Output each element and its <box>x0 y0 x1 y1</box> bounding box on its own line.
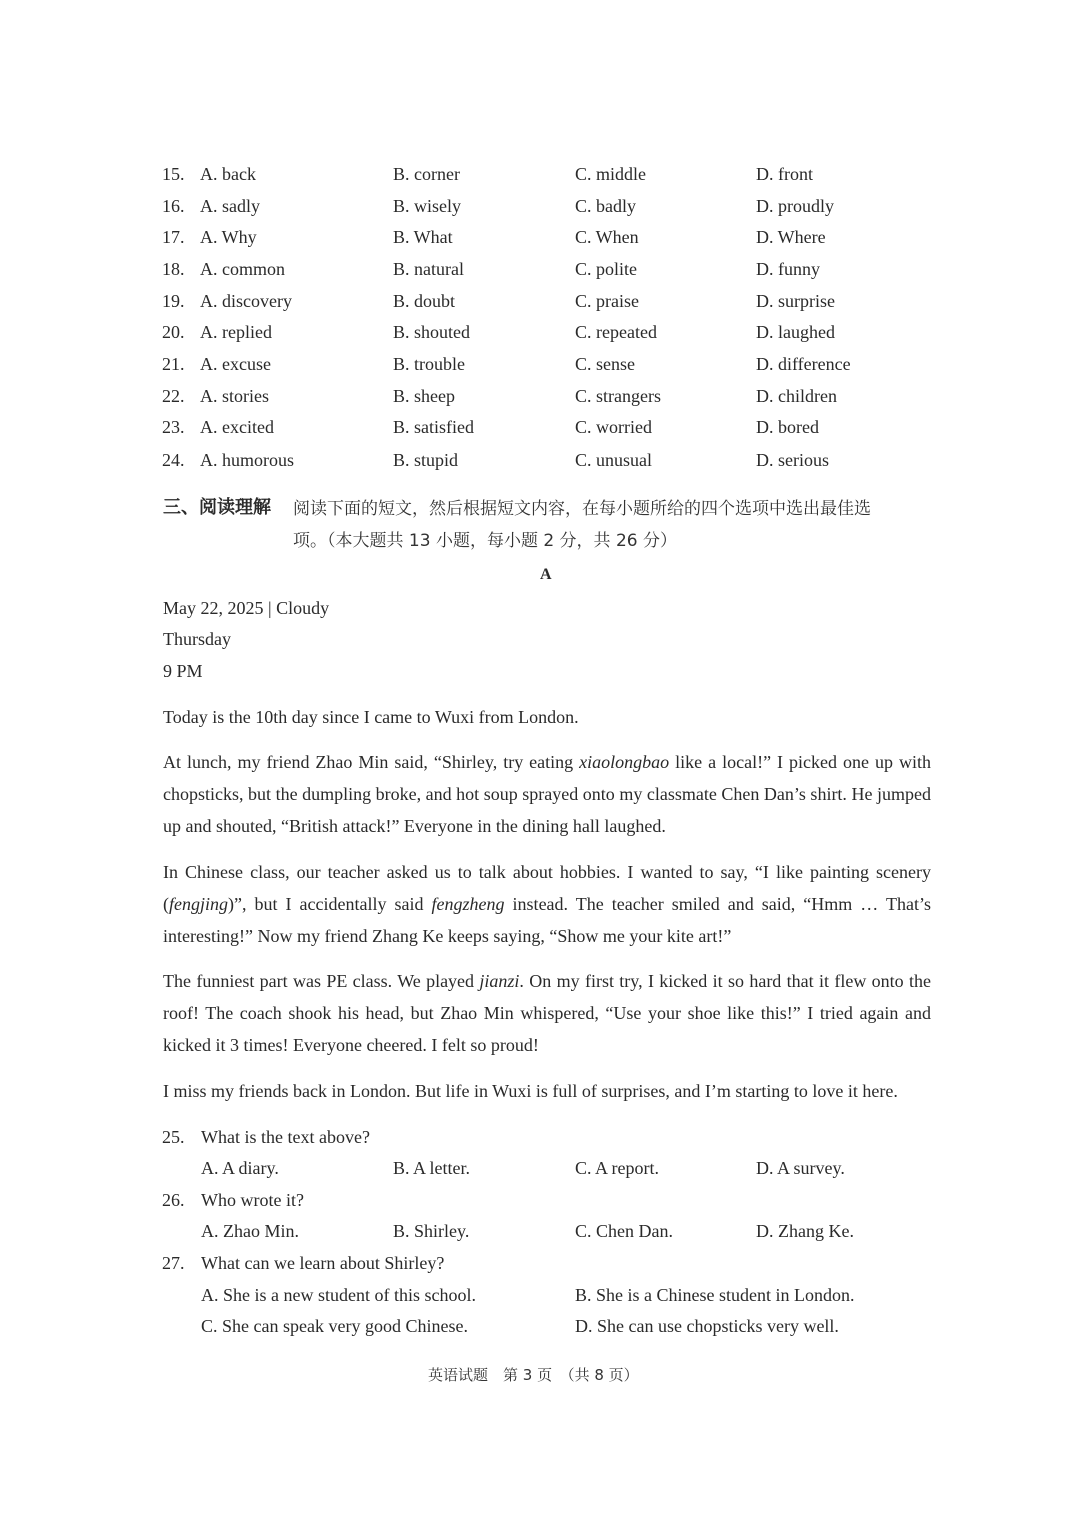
paragraph-text: instead. The teacher smiled and said, “Hmm … That’s interesting!” Now my friend Zhang Ke keeps saying, “Show me your kite art!” <box>163 894 931 946</box>
diary-time: 9 PM <box>163 661 203 681</box>
option-b: B. corner <box>393 164 460 184</box>
option-b: B. sheep <box>393 386 455 406</box>
option-row <box>0 257 1080 283</box>
page-footer: 英语试题 第 3 页 （共 8 页） <box>428 1366 639 1384</box>
question-number: 25. <box>162 1127 185 1147</box>
paragraph-1 <box>163 701 931 733</box>
question-number: 22. <box>162 386 185 406</box>
question-number: 21. <box>162 354 185 374</box>
option-a: A. Why <box>200 227 257 247</box>
option-row <box>0 225 1080 251</box>
question-number: 15. <box>162 164 185 184</box>
option-d: D. difference <box>756 354 851 374</box>
option-a: A. stories <box>200 386 269 406</box>
option-d: D. bored <box>756 417 819 437</box>
option-row <box>0 162 1080 188</box>
option-a: A. back <box>200 164 256 184</box>
question-number: 20. <box>162 322 185 342</box>
option-b: B. trouble <box>393 354 465 374</box>
passage-title: A <box>540 566 552 583</box>
option-row <box>0 384 1080 410</box>
question-number: 18. <box>162 259 185 279</box>
italic-term: jianzi <box>479 971 520 991</box>
option-d: D. proudly <box>756 196 834 216</box>
option-row <box>0 320 1080 346</box>
option-c: C. A report. <box>575 1158 659 1178</box>
section-heading: 三、阅读理解 <box>163 497 271 518</box>
paragraph-text: like a local!” I picked one up with chopsticks, but the dumpling broke, and hot soup sprayed onto my classmate Chen Dan’s shirt. He jumped up and shouted, “British attack!” Everyone in the dining hall laughed. <box>163 752 931 836</box>
option-a: A. She is a new student of this school. <box>201 1285 476 1305</box>
paragraph-4 <box>163 965 931 1061</box>
option-c: C. praise <box>575 291 639 311</box>
option-c: C. sense <box>575 354 635 374</box>
italic-term: fengjing <box>169 894 228 914</box>
option-a: A. excited <box>200 417 274 437</box>
italic-term: xiaolongbao <box>579 752 670 772</box>
paragraph-5 <box>163 1075 931 1107</box>
paragraph-text: Today is the 10th day since I came to Wuxi from London. <box>163 707 579 727</box>
italic-term: fengzheng <box>431 894 505 914</box>
option-c: C. middle <box>575 164 646 184</box>
question-number: 16. <box>162 196 185 216</box>
option-c: C. She can speak very good Chinese. <box>201 1316 468 1336</box>
option-b: B. She is a Chinese student in London. <box>575 1285 855 1305</box>
option-d: D. funny <box>756 259 820 279</box>
option-a: A. Zhao Min. <box>201 1221 299 1241</box>
option-d: D. surprise <box>756 291 835 311</box>
option-d: D. laughed <box>756 322 835 342</box>
option-b: B. stupid <box>393 450 459 470</box>
option-d: D. Where <box>756 227 826 247</box>
question-number: 26. <box>162 1190 185 1210</box>
option-b: B. satisfied <box>393 417 474 437</box>
paragraph-2 <box>163 746 931 842</box>
option-c: C. repeated <box>575 322 657 342</box>
paragraph-text: )”, but I accidentally said <box>228 894 432 914</box>
option-c: C. When <box>575 227 639 247</box>
question-stem: What can we learn about Shirley? <box>201 1253 445 1273</box>
option-c: C. polite <box>575 259 637 279</box>
diary-weekday: Thursday <box>163 629 231 649</box>
option-c: C. unusual <box>575 450 653 470</box>
paragraph-text: I miss my friends back in London. But life in Wuxi is full of surprises, and I’m starting to love it here. <box>163 1081 898 1101</box>
option-a: A. replied <box>200 322 272 342</box>
option-a: A. discovery <box>200 291 292 311</box>
option-row <box>0 194 1080 220</box>
option-row <box>0 415 1080 441</box>
option-d: D. Zhang Ke. <box>756 1221 854 1241</box>
section-instruction-line1: 阅读下面的短文，然后根据短文内容，在每小题所给的四个选项中选出最佳选 <box>293 499 871 519</box>
option-c: C. badly <box>575 196 636 216</box>
option-a: A. common <box>200 259 285 279</box>
option-b: B. natural <box>393 259 464 279</box>
option-b: B. Shirley. <box>393 1221 470 1241</box>
option-d: D. A survey. <box>756 1158 845 1178</box>
paragraph-text: At lunch, my friend Zhao Min said, “Shirley, try eating <box>163 752 580 772</box>
option-a: A. excuse <box>200 354 271 374</box>
question-number: 23. <box>162 417 185 437</box>
option-d: D. front <box>756 164 813 184</box>
question-stem: What is the text above? <box>201 1127 370 1147</box>
option-row <box>0 448 1080 474</box>
option-b: B. doubt <box>393 291 456 311</box>
paragraph-text: In Chinese class, our teacher asked us to talk about hobbies. I wanted to say, “I like painting scenery ( <box>163 862 931 914</box>
diary-date: May 22, 2025 | Cloudy <box>163 598 330 618</box>
option-c: C. Chen Dan. <box>575 1221 673 1241</box>
option-b: B. A letter. <box>393 1158 471 1178</box>
option-row <box>0 352 1080 378</box>
question-number: 17. <box>162 227 185 247</box>
option-d: D. She can use chopsticks very well. <box>575 1316 839 1336</box>
option-a: A. sadly <box>200 196 260 216</box>
option-c: C. worried <box>575 417 652 437</box>
paragraph-text: . On my first try, I kicked it so hard that it flew onto the roof! The coach shook his head, but Zhao Min whispered, “Use your shoe like this!” I tried again and kicked it 3 times! Everyone cheered. I felt so proud! <box>163 971 931 1055</box>
option-row <box>0 289 1080 315</box>
option-a: A. humorous <box>200 450 294 470</box>
option-b: B. shouted <box>393 322 471 342</box>
option-a: A. A diary. <box>201 1158 279 1178</box>
question-number: 27. <box>162 1253 185 1273</box>
paragraph-text: The funniest part was PE class. We played <box>163 971 480 991</box>
option-d: D. serious <box>756 450 829 470</box>
question-stem: Who wrote it? <box>201 1190 304 1210</box>
question-number: 19. <box>162 291 185 311</box>
question-number: 24. <box>162 450 185 470</box>
option-c: C. strangers <box>575 386 661 406</box>
option-b: B. wisely <box>393 196 462 216</box>
option-b: B. What <box>393 227 453 247</box>
section-instruction-line2: 项。（本大题共 13 小题，每小题 2 分，共 26 分） <box>293 531 678 551</box>
paragraph-3 <box>163 856 931 952</box>
option-d: D. children <box>756 386 837 406</box>
